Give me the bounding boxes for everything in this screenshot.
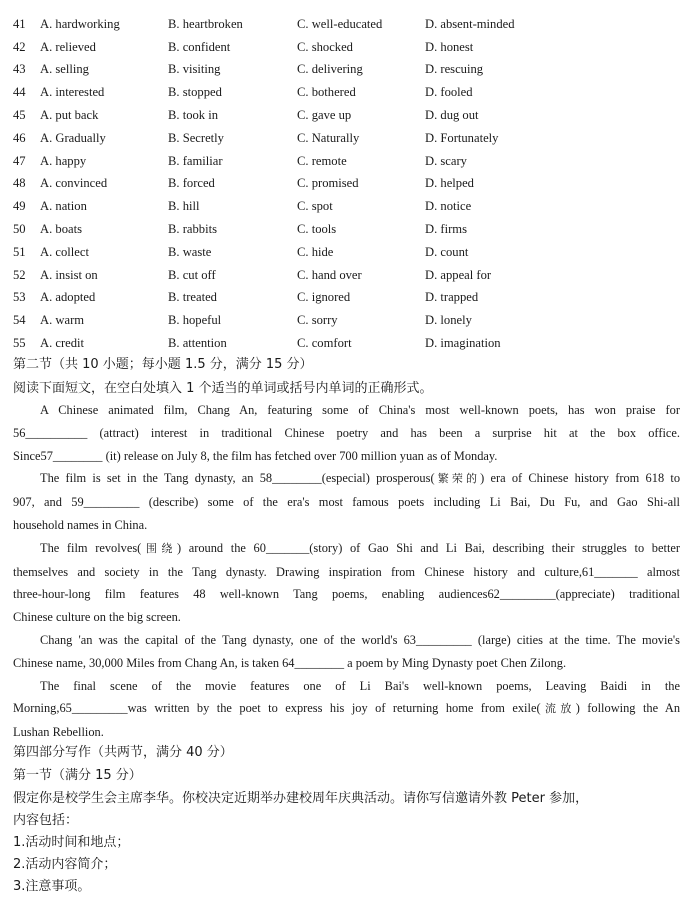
table-row: [13, 195, 683, 218]
question-number: 41: [13, 16, 26, 31]
option-c: C. hand over: [297, 267, 362, 282]
option-c: C. spot: [297, 199, 333, 214]
question-number: 53: [13, 290, 26, 305]
option-c: C. bothered: [297, 85, 356, 100]
table-row: [13, 13, 683, 36]
option-b: B. stopped: [168, 85, 222, 100]
table-row: [13, 332, 683, 355]
gloss-text: 流放: [540, 702, 576, 716]
writing-task: [13, 788, 688, 898]
question-number: 43: [13, 62, 26, 77]
option-b: B. cut off: [168, 267, 216, 282]
option-a: A. convinced: [40, 176, 108, 191]
option-b: B. forced: [168, 176, 215, 191]
option-b: B. took in: [168, 108, 219, 123]
option-c: C. delivering: [297, 62, 363, 77]
table-row: [13, 59, 683, 82]
question-number: 42: [13, 39, 26, 54]
option-d: D. lonely: [425, 313, 472, 328]
option-d: D. absent-minded: [425, 16, 515, 31]
option-b: B. familiar: [168, 153, 223, 168]
passage: [13, 399, 680, 744]
question-number: 46: [13, 130, 26, 145]
section2-instruction: 阅读下面短文，在空白处填入 1 个适当的单词或括号内单词的正确形式。: [13, 381, 433, 396]
task-line: 内容包括：: [13, 813, 79, 828]
passage-line: themselves and society in the Tang dynasty. Drawing inspiration from Chinese history and culture,61_______ almost: [13, 564, 680, 579]
table-row: [13, 104, 683, 127]
table-row: [13, 218, 683, 241]
question-number: 47: [13, 153, 26, 168]
section2-heading: 第二节（共 10 小题；每小题 1.5 分，满分 15 分）: [13, 357, 313, 372]
option-c: C. shocked: [297, 39, 353, 54]
option-d: D. firms: [425, 222, 467, 237]
passage-text: The film revolves(: [40, 540, 142, 555]
passage-line: The final scene of the movie features one of Li Bai's well-known poems, Leaving Baidi in the: [40, 678, 680, 693]
gloss-text: 繁荣的: [434, 472, 481, 486]
option-b: B. attention: [168, 336, 227, 351]
passage-paragraph: [13, 467, 680, 536]
option-a: A. adopted: [40, 290, 96, 305]
option-a: A. selling: [40, 62, 89, 77]
option-a: A. happy: [40, 153, 87, 168]
option-c: C. Naturally: [297, 130, 360, 145]
passage-line: three-hour-long film features 48 well-known Tang poems, enabling audiences62_________(appreciate) traditional: [13, 587, 680, 602]
section4-heading: 第四部分写作（共两节，满分 40 分）: [13, 745, 233, 760]
passage-line: 907, and 59_________ (describe) some of the era's most famous poets including Li Bai, Du Fu, and Gao Shi-all: [13, 495, 680, 510]
passage-line: A Chinese animated film, Chang An, featuring some of China's most well-known poets, has won praise for: [40, 403, 680, 417]
table-row: [13, 173, 683, 196]
option-a: A. credit: [40, 336, 85, 351]
option-d: D. imagination: [425, 336, 501, 351]
passage-paragraph: [13, 537, 680, 629]
passage-line: Since57________ (it) release on July 8, the film has fetched over 700 million yuan as of Monday.: [13, 448, 498, 463]
option-a: A. boats: [40, 222, 82, 237]
question-number: 44: [13, 85, 26, 100]
passage-paragraph: [13, 399, 680, 467]
passage-line: Chang 'an was the capital of the Tang dynasty, one of the world's 63_________ (large) cities at the time. The movie's: [40, 632, 680, 647]
option-b: B. heartbroken: [168, 16, 243, 31]
option-d: D. dug out: [425, 108, 479, 123]
table-row: [13, 150, 683, 173]
task-line: 1.活动时间和地点；: [13, 835, 130, 850]
option-b: B. hill: [168, 199, 200, 214]
option-a: A. collect: [40, 244, 89, 259]
table-row: [13, 127, 683, 150]
question-number: 54: [13, 313, 26, 328]
option-a: A. interested: [40, 85, 105, 100]
option-c: C. gave up: [297, 108, 352, 123]
option-a: A. hardworking: [40, 16, 120, 31]
table-row: [13, 264, 683, 287]
option-c: C. well-educated: [297, 16, 383, 31]
option-b: B. treated: [168, 290, 217, 305]
gloss-text: 围绕: [141, 541, 177, 555]
question-number: 55: [13, 336, 26, 351]
option-c: C. comfort: [297, 336, 352, 351]
option-b: B. waste: [168, 244, 212, 259]
option-d: D. trapped: [425, 290, 479, 305]
table-row: [13, 241, 683, 264]
option-d: D. scary: [425, 153, 467, 168]
passage-line: [13, 537, 680, 561]
section4-subheading: 第一节（满分 15 分）: [13, 768, 142, 783]
option-c: C. promised: [297, 176, 359, 191]
question-number: 51: [13, 244, 26, 259]
table-row: [13, 309, 683, 332]
passage-paragraph: [13, 675, 680, 744]
passage-text: Morning,65_________was written by the poet to express his joy of returning home from exile(: [13, 701, 541, 716]
option-b: B. visiting: [168, 62, 221, 77]
option-c: C. sorry: [297, 313, 338, 328]
option-d: D. helped: [425, 176, 474, 191]
question-number: 48: [13, 176, 26, 191]
option-b: B. confident: [168, 39, 231, 54]
table-row: [13, 36, 683, 59]
passage-line: Chinese name, 30,000 Miles from Chang An, is taken 64________ a poem by Ming Dynasty poet Chen Zilong.: [13, 655, 567, 670]
option-d: D. rescuing: [425, 62, 484, 77]
question-number: 49: [13, 199, 26, 214]
option-a: A. put back: [40, 108, 99, 123]
passage-line: household names in China.: [13, 517, 148, 532]
question-number: 50: [13, 222, 26, 237]
passage-line: Lushan Rebellion.: [13, 725, 104, 740]
table-row: [13, 81, 683, 104]
option-d: D. Fortunately: [425, 130, 499, 145]
option-c: C. tools: [297, 222, 337, 237]
choice-table: [13, 13, 683, 355]
option-b: B. Secretly: [168, 130, 224, 145]
option-d: D. fooled: [425, 85, 473, 100]
question-number: 45: [13, 108, 26, 123]
option-a: A. relieved: [40, 39, 96, 54]
passage-text: ) following the An: [575, 701, 681, 716]
option-d: D. count: [425, 244, 469, 259]
option-a: A. warm: [40, 313, 85, 328]
passage-text: ) around the 60_______(story) of Gao Shi and Li Bai, describing their struggles to better: [176, 540, 681, 555]
option-a: A. Gradually: [40, 130, 106, 145]
passage-line: Chinese culture on the big screen.: [13, 610, 181, 625]
passage-line: 56__________ (attract) interest in traditional Chinese poetry and has been a surprise hit at the box office.: [13, 425, 680, 440]
option-c: C. ignored: [297, 290, 351, 305]
option-d: D. appeal for: [425, 267, 492, 282]
passage-line: [13, 467, 680, 491]
option-d: D. honest: [425, 39, 474, 54]
table-row: [13, 287, 683, 310]
passage-line: [13, 697, 680, 721]
option-c: C. remote: [297, 153, 347, 168]
option-a: A. nation: [40, 199, 87, 214]
passage-paragraph: [13, 629, 680, 675]
task-line: 3.注意事项。: [13, 879, 91, 894]
question-number: 52: [13, 267, 26, 282]
option-d: D. notice: [425, 199, 472, 214]
passage-text: The film is set in the Tang dynasty, an 58________(especial) prosperous(: [40, 471, 435, 486]
option-b: B. rabbits: [168, 222, 217, 237]
option-a: A. insist on: [40, 267, 98, 282]
task-line: 假定你是校学生会主席李华。你校决定近期举办建校周年庆典活动。请你写信邀请外教 Peter 参加，: [13, 791, 589, 806]
task-line: 2.活动内容简介；: [13, 857, 117, 872]
option-c: C. hide: [297, 244, 334, 259]
option-b: B. hopeful: [168, 313, 222, 328]
passage-text: ) era of Chinese history from 618 to: [480, 471, 681, 486]
